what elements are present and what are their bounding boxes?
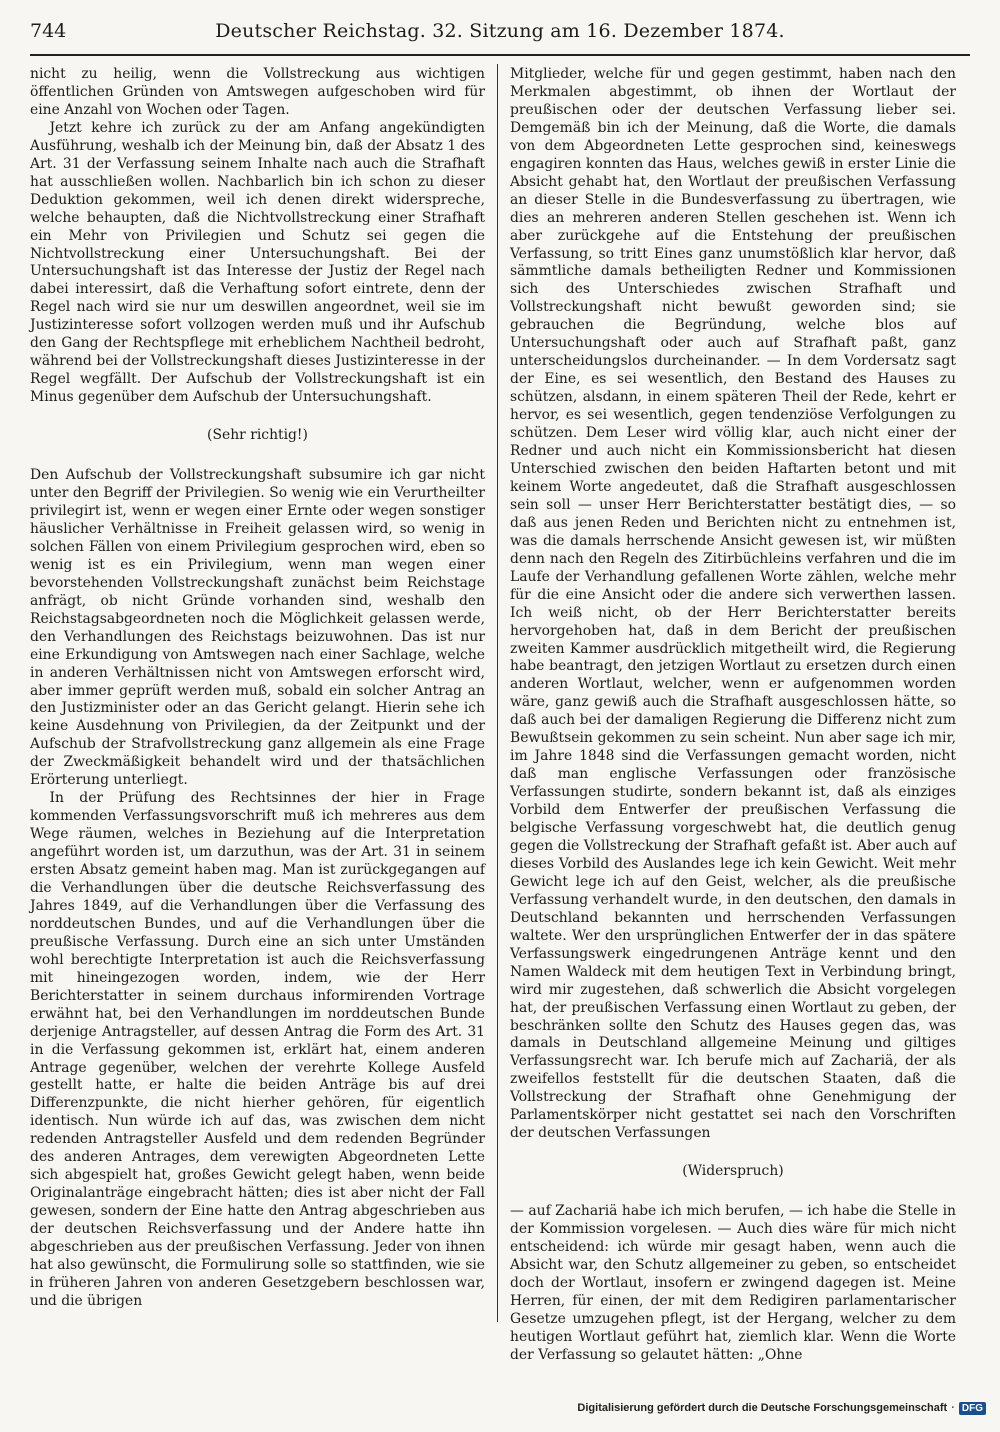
dfg-logo-icon: DFG [959,1402,986,1415]
interjection: (Sehr richtig!) [207,427,308,444]
paragraph: In der Prüfung des Rechtsinnes der hier in Frage kommenden Verfassungsvorschrift muß ich mehreres aus dem Wege räumen, welches in Beziehung auf die Interpretation angeführt worden ist, um darzuthun, was der Art. 31 in seinem ersten Absatz gemeint haben mag. Man ist zurückgegangen auf die Verhandlungen über die deutsche Reichsverfassung des Jahres 1849, auf die Verhandlungen über die Verfassung des norddeutschen Bundes, und auf die Verhandlungen über die preußische Verfassung. Durch eine an sich unter Umständen wohl berechtigte Interpretation ist auch die Reichsverfassung mit hineingezogen worden, indem, wie der Herr Berichterstatter in seinem durchaus informirenden Vortrage erwähnt hat, bei den Verhandlungen im norddeutschen Bunde derjenige Antragsteller, auf dessen Antrag die Form des Art. 31 in die Verfassung gekommen ist, erklärt hat, einem anderen Antrage gegenüber, welchen der verehrte Kollege Ausfeld gestellt hatte, er halte die beiden Anträge bis auf drei Differenzpunkte, die nicht hierher gehören, für eigentlich identisch. Nun würde ich auf das, was zwischen dem nicht redenden Antragsteller Ausfeld und dem redenden Begründer des anderen Antrages, dem verewigten Abgeordneten Lette sich abgespielt hat, großes Gewicht gelegt haben, wenn beide Originalanträge eingebracht hätten; dies ist aber nicht der Fall gewesen, sondern der Eine hatte den Antrag abgeschrieben aus der deutschen Reichsverfassung und der Andere hatte ihn abgeschrieben aus der preußischen Verfassung. Jeder von ihnen hat also gewünscht, die Formulirung solle so stattfinden, wie sie in früheren Jahren von anderen Gesetzgebern beschlossen war, und die übrigen [30,790,485,1309]
right-column [510,66,956,1363]
paragraph: — auf Zachariä habe ich mich berufen, — ich habe die Stelle in der Kommission vorgelesen. — Auch dies wäre für mich nicht entscheidend: ich würde mir gesagt haben, wenn auch die Absicht war, den Schutz allgemeiner zu geben, so entscheidet doch der Wortlaut, insofern er zwingend dagegen ist. Meine Herren, für einen, der mit dem Redigiren parlamentarischer Gesetze umzugehen pflegt, ist der Hergang, welcher zu dem heutigen Wortlaut geführt hat, ziemlich klar. Wenn die Worte der Verfassung so gelautet hätten: „Ohne [510,1203,956,1363]
paragraph: nicht zu heilig, wenn die Vollstreckung aus wichtigen öffentlichen Gründen von Amtswegen aufgeschoben wird für eine Anzahl von Wochen oder Tagen. [30,66,485,118]
page-header [30,14,970,48]
page-number: 744 [30,20,67,42]
running-head: Deutscher Reichstag. 32. Sitzung am 16. Dezember 1874. [215,20,785,42]
paragraph: Jetzt kehre ich zurück zu der am Anfang angekündigten Ausführung, weshalb ich der Meinung bin, daß der Absatz 1 des Art. 31 der Verfassung seinem Inhalte nach auch die Strafhaft hat ausschließen wollen. Nachbarlich bin ich schon zu dieser Deduktion gekommen, weil ich denen direkt widerspreche, welche behaupten, daß die Nichtvollstreckung einer Strafhaft ein Mehr von Privilegien und Schutz sei gegen die Nichtvollstreckung einer Untersuchungshaft. Bei der Untersuchungshaft ist das Interesse der Justiz der Regel nach dabei interessirt, daß die Verhaftung sofort eintrete, denn der Regel nach wird sie nur um deswillen angeordnet, weil sie im Justizinteresse sofort vollzogen werden muß und ihr Aufschub den Gang der Rechtspflege mit erheblichem Nachtheil bedroht, während bei der Vollstreckungshaft dieses Justizinteresse in der Regel wegfällt. Der Aufschub der Vollstreckungshaft ist ein Minus gegenüber dem Aufschub der Untersuchungshaft. [30,119,485,406]
header-rule [30,54,970,56]
interjection: (Widerspruch) [682,1163,784,1180]
paragraph: Mitglieder, welche für und gegen gestimmt, haben nach den Merkmalen abgestimmt, ob ihnen der Wortlaut der preußischen oder der deutschen Verfassung lieber sei. Demgemäß bin ich der Meinung, daß die Worte, die damals von dem Abgeordneten Lette gesprochen sind, keineswegs engagiren konnten das Haus, welches gewiß in erster Linie die Absicht gehabt hat, den Wortlaut der preußischen Verfassung an dieser Stelle in die Bundesverfassung zu übertragen, wie dies an mehreren anderen Stellen geschehen ist. Wenn ich aber zurückgehe auf die Entstehung der preußischen Verfassung, so tritt Eines ganz unumstößlich klar hervor, daß sämmtliche damals betheiligten Redner und Kommissionen sich des Unterschiedes zwischen Strafhaft und Vollstreckungshaft nicht bewußt geworden sind; sie gebrauchen die Begründung, welche blos auf Untersuchungshaft oder auch auf Strafhaft paßt, ganz unterscheidungslos durcheinander. — In dem Vordersatz sagt der Eine, es sei wesentlich, den Bestand des Hauses zu schützen, alsdann, in einem späteren Theil der Rede, kehrt er hervor, es sei wesentlich, gegen tendenziöse Verfolgungen zu schützen. Dem Leser wird völlig klar, auch nicht einer der Redner und auch nicht ein Kommissionsbericht hat diesen Unterschied zwischen den beiden Haftarten betont und mit keinem Worte angedeutet, daß die Strafhaft ausgeschlossen sein soll — unser Herr Berichterstatter bestätigt dies, — so daß aus jenen Reden und Berichten nicht zu entnehmen ist, was die damals herrschende Ansicht gewesen ist, wir müßten denn nach den Regeln des Zitirbüchleins verfahren und die im Laufe der Verhandlung gefallenen Worte zählen, welche mehr für die eine Ansicht oder die andere sich verwerthen lassen. Ich weiß nicht, ob der Herr Berichterstatter bereits hervorgehoben hat, daß in dem Bericht der preußischen zweiten Kammer ausdrücklich mitgetheilt wird, die Regierung habe beantragt, den jetzigen Wortlaut zu ersetzen durch einen anderen Wortlaut, welcher, wenn er aufgenommen worden wäre, ganz gewiß auch die Strafhaft ausgeschlossen hätte, so daß auch bei der damaligen Regierung die Differenz nicht zum Bewußtsein gekommen zu sein scheint. Nun aber sage ich mir, im Jahre 1848 sind die Verfassungen gemacht worden, nicht daß man englische Verfassungen oder französische Verfassungen studirte, sondern bekannt ist, daß als einziges Vorbild dem Entwerfer der preußischen Verfassung die belgische Verfassung vorgeschwebt hat, die deutlich genug gegen die Vollstreckung der Strafhaft gefaßt ist. Aber auch auf dieses Vorbild des Auslandes lege ich kein Gewicht. Weit mehr Gewicht lege ich auf den Geist, welcher, als die preußische Verfassung verhandelt wurde, in den deutschen, den damals in Deutschland bekannten und herrschenden Verfassungen waltete. Wer den ursprünglichen Entwerfer der in das spätere Verfassungswerk eingedrungenen Anträge kennt und den Namen Waldeck mit dem heutigen Text in Verbindung bringt, wird mir zugestehen, daß schwerlich die Absicht vorgelegen hat, der preußischen Verfassung einen Wortlaut zu geben, der beschränken sollte den Schutz des Hauses gegen das, was damals in Deutschland allgemeine Meinung und giltiges Verfassungsrecht war. Ich berufe mich auf Zachariä, der als zweifellos feststellt für die deutschen Staaten, daß die Vollstreckung der Strafhaft ohne Genehmigung der Parlamentskörper nicht gestattet sei nach den Vorschriften der deutschen Verfassungen [510,66,956,1142]
column-divider [497,64,498,1322]
credit-text: Digitalisierung gefördert durch die Deutsche Forschungsgemeinschaft [577,1402,948,1414]
paragraph: Den Aufschub der Vollstreckungshaft subsumire ich gar nicht unter den Begriff der Privilegien. So wenig wie ein Verurtheilter privilegirt ist, wenn er wegen einer Ernte oder wegen sonstiger häuslicher Verhältnisse in Freiheit gelassen wird, so wenig in solchen Fällen von einem Privilegium gesprochen wird, eben so wenig ist es ein Privilegium, wenn man wegen einer bevorstehenden Vollstreckungshaft zunächst beim Reichstage anfrägt, ob nicht Gründe vorhanden sind, weshalb den Reichstagsabgeordneten noch die Möglichkeit gelassen werde, den Verhandlungen des Reichstags beizuwohnen. Das ist nur eine Erkundigung von Amtswegen nach einer Sachlage, welche in anderen Verhältnissen nicht von Amtswegen erforscht wird, aber immer geprüft werden muß, sobald ein solcher Antrag an den Justizminister oder an das Gericht gelangt. Hierin sehe ich keine Ausdehnung von Privilegien, da der Zeitpunkt und der Aufschub der Strafvollstreckung ganz allgemein als eine Frage der Zweckmäßigkeit behandelt wird und der thatsächlichen Erörterung unterliegt. [30,467,485,789]
left-column [30,66,485,1322]
digitization-credit [577,1398,986,1418]
credit-separator: · [951,1402,955,1414]
